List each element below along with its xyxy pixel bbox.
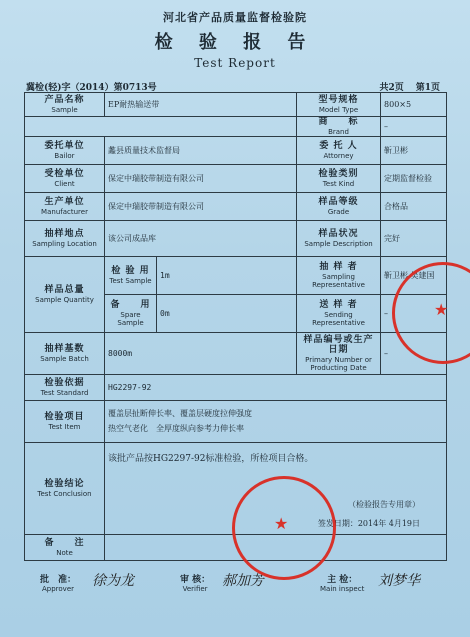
label-sending-representative: 送 样 者 Sending Representative: [297, 295, 381, 333]
value-attorney: 靳卫彬: [381, 137, 447, 165]
report-number: 冀检(轻)字（2014）第0713号: [26, 83, 157, 93]
stamp-note: （检验报告专用章）: [348, 500, 421, 509]
label-spare-sample: 备 用 Spare Sample: [105, 295, 157, 333]
row-client: [25, 165, 447, 193]
value-spare-sample: 0m: [157, 295, 297, 333]
value-client: 保定中瑞胶带制造有限公司: [105, 165, 297, 193]
value-test-sample: 1m: [157, 257, 297, 295]
label-product-name: 产品名称 Sample: [25, 93, 105, 117]
label-attorney: 委 托 人 Attorney: [297, 137, 381, 165]
value-sampling-location: 该公司成品库: [105, 221, 297, 257]
label-manufacturer: 生产单位 Manufacturer: [25, 193, 105, 221]
current-page: 第1页: [415, 83, 440, 93]
inspector-label: 主 检： Main inspect: [320, 575, 365, 593]
value-grade: 合格品: [381, 193, 447, 221]
issue-date: 签发日期：2014年 4月19日: [317, 519, 421, 528]
stamp-star-icon: ★: [434, 300, 449, 319]
row-product: [25, 93, 447, 117]
label-model-type: 型号规格 Model Type: [297, 93, 381, 117]
value-sample-description: 完好: [381, 221, 447, 257]
approver-label: 批 准： Approver: [40, 575, 77, 593]
value-test-standard: HG2297-92: [105, 375, 447, 401]
value-product-name: EP耐热输送带: [105, 93, 297, 117]
label-bailor: 委托单位 Bailor: [25, 137, 105, 165]
value-model-type: 800×5: [381, 93, 447, 117]
label-note: 备 注 Note: [25, 535, 105, 561]
test-item-line-1: 覆盖层扯断伸长率、覆盖层硬度拉伸强度: [108, 409, 252, 419]
label-client: 受检单位 Client: [25, 165, 105, 193]
value-brand: –: [381, 117, 447, 137]
value-sending-representative: –: [381, 295, 447, 333]
value-manufacturer: 保定中瑞胶带制造有限公司: [105, 193, 297, 221]
verifier-signature: 郝加芳: [222, 573, 264, 589]
row-test-standard: [25, 375, 447, 401]
label-sample-description: 样品状况 Sample Description: [297, 221, 381, 257]
row-test-item: [25, 401, 447, 443]
total-pages: 共2页: [379, 83, 404, 93]
verifier-label: 审 核： Verifier: [180, 575, 211, 593]
row-test-sample: [25, 257, 447, 295]
label-brand: 商 标 Brand: [297, 117, 381, 137]
label-conclusion: 检验结论 Test Conclusion: [25, 443, 105, 535]
label-primary-number: 样品编号或生产日期 Primary Number or Producting Date: [297, 333, 381, 375]
label-grade: 样品等级 Grade: [297, 193, 381, 221]
label-test-item: 检验项目 Test Item: [25, 401, 105, 443]
approver-signature: 徐为龙: [92, 573, 134, 589]
label-test-sample: 检 验 用 Test Sample: [105, 257, 157, 295]
test-item-line-2: 热空气老化 全厚度纵向参考力伸长率: [108, 423, 244, 433]
row-manufacturer: [25, 193, 447, 221]
value-test-kind: 定期监督检验: [381, 165, 447, 193]
value-bailor: 蠡县质量技术监督局: [105, 137, 297, 165]
report-table: [24, 92, 447, 561]
value-sample-batch: 8000m: [105, 333, 297, 375]
report-title-en: Test Report: [194, 56, 276, 70]
inspector-signature: 刘梦华: [378, 573, 420, 589]
label-sample-batch: 抽样基数 Sample Batch: [25, 333, 105, 375]
row-sample-batch: [25, 333, 447, 375]
report-title-cn: 检 验 报 告: [154, 32, 316, 53]
row-sampling-location: [25, 221, 447, 257]
label-test-standard: 检验依据 Test Standard: [25, 375, 105, 401]
issuing-organization: 河北省产品质量监督检验院: [163, 11, 307, 24]
label-sampling-representative: 抽 样 者 Sampling Representative: [297, 257, 381, 295]
value-sampling-representative: 靳卫彬 吴建国: [381, 257, 447, 295]
value-test-item: [105, 401, 447, 443]
label-sampling-location: 抽样地点 Sampling Location: [25, 221, 105, 257]
conclusion-text: 该批产品按HG2297-92标准检验，所检项目合格。: [108, 454, 314, 464]
value-primary-number: –: [381, 333, 447, 375]
stamp-star-icon-bottom: ★: [274, 514, 289, 533]
row-bailor: [25, 137, 447, 165]
row-brand: [25, 117, 447, 137]
label-sample-quantity: 样品总量 Sample Quantity: [25, 257, 105, 333]
label-test-kind: 检验类别 Test Kind: [297, 165, 381, 193]
